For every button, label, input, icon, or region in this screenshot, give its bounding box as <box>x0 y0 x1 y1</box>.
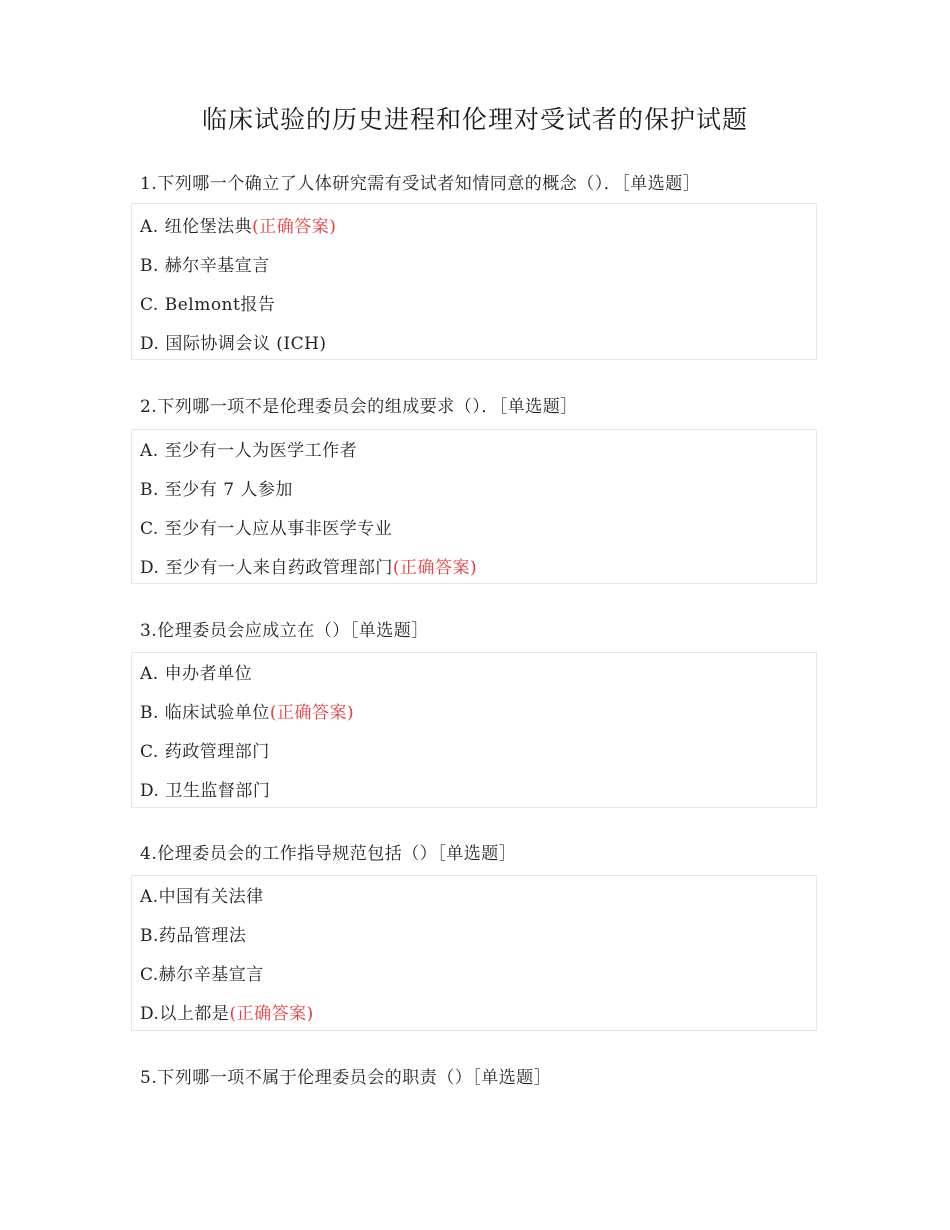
question-2: 2.下列哪一项不是伦理委员会的组成要求（）．［单选题］ <box>140 397 578 417</box>
option-2a[interactable] <box>140 436 357 461</box>
option-2d[interactable] <box>140 553 477 578</box>
option-1a[interactable] <box>140 212 336 237</box>
question-4: 4.伦理委员会的工作指导规范包括（）［单选题］ <box>140 844 517 864</box>
option-4b[interactable] <box>140 921 246 946</box>
option-label: D. 卫生监督部门 <box>140 781 271 801</box>
correct-answer-mark: (正确答案) <box>229 1004 314 1024</box>
option-label: D.以上都是 <box>140 1004 230 1024</box>
option-3a[interactable] <box>140 659 252 684</box>
option-label: B. 至少有 7 人参加 <box>140 480 293 500</box>
option-label: D. 至少有一人来自药政管理部门 <box>140 558 393 578</box>
option-3d[interactable] <box>140 776 270 801</box>
option-label: A. 至少有一人为医学工作者 <box>140 441 358 461</box>
options-box-1 <box>131 203 817 360</box>
option-label: C.赫尔辛基宣言 <box>140 965 264 985</box>
page-title: 临床试验的历史进程和伦理对受试者的保护试题 <box>201 105 748 134</box>
option-label: A. 申办者单位 <box>140 664 253 684</box>
option-4a[interactable] <box>140 882 264 907</box>
option-1d[interactable] <box>140 329 327 354</box>
options-box-2 <box>131 429 817 584</box>
question-5: 5.下列哪一项不属于伦理委员会的职责（）［单选题］ <box>140 1068 552 1088</box>
question-3: 3.伦理委员会应成立在（）［单选题］ <box>140 621 429 641</box>
option-label: B. 临床试验单位 <box>140 703 270 723</box>
option-label: D. 国际协调会议 (ICH) <box>140 334 327 354</box>
options-box-4 <box>131 875 817 1031</box>
option-label: B. 赫尔辛基宣言 <box>140 256 270 276</box>
option-4d[interactable] <box>140 999 314 1024</box>
option-label: B.药品管理法 <box>140 926 247 946</box>
correct-answer-mark: (正确答案) <box>269 703 355 723</box>
option-3b[interactable] <box>140 698 354 723</box>
option-label: A.中国有关法律 <box>140 887 264 907</box>
correct-answer-mark: (正确答案) <box>252 217 337 237</box>
option-1b[interactable] <box>140 251 270 276</box>
option-3c[interactable] <box>140 737 270 762</box>
option-4c[interactable] <box>140 960 264 985</box>
option-label: A. 纽伦堡法典 <box>140 217 253 237</box>
correct-answer-mark: (正确答案) <box>392 558 478 578</box>
question-1: 1.下列哪一个确立了人体研究需有受试者知情同意的概念（）．［单选题］ <box>140 174 701 194</box>
option-label: C. 药政管理部门 <box>140 742 270 762</box>
option-2c[interactable] <box>140 514 392 539</box>
option-label: C. 至少有一人应从事非医学专业 <box>140 519 393 539</box>
option-1c[interactable] <box>140 290 275 315</box>
option-label: C. Belmont报告 <box>140 295 276 315</box>
options-box-3 <box>131 652 817 808</box>
option-2b[interactable] <box>140 475 293 500</box>
